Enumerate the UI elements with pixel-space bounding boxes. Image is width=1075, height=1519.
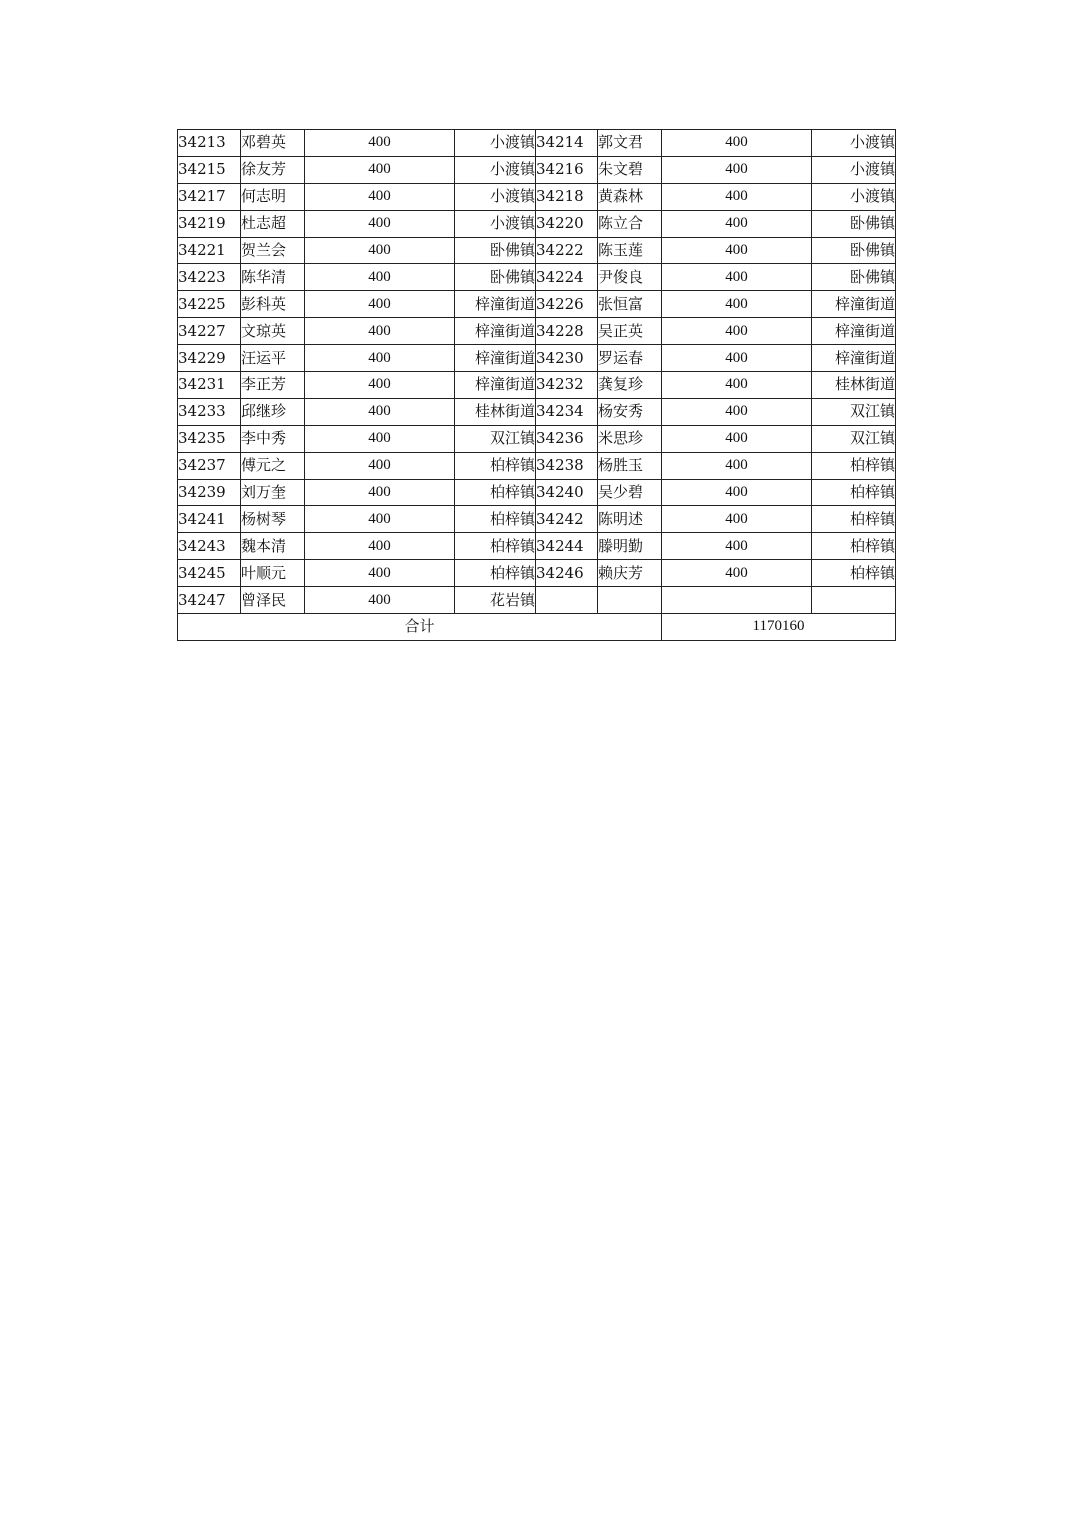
subsidy-amount: 400 — [662, 425, 812, 452]
record-id: 34220 — [536, 210, 598, 237]
record-id: 34215 — [178, 156, 241, 183]
recipient-name: 文琼英 — [241, 318, 305, 345]
record-id: 34237 — [178, 452, 241, 479]
record-id: 34225 — [178, 291, 241, 318]
table-row — [178, 533, 896, 560]
recipient-name: 陈华清 — [241, 264, 305, 291]
table-row — [178, 560, 896, 587]
table-row — [178, 425, 896, 452]
subsidy-amount: 400 — [662, 210, 812, 237]
record-id: 34244 — [536, 533, 598, 560]
recipient-name: 黄森林 — [598, 183, 662, 210]
table-row — [178, 318, 896, 345]
recipient-name: 陈立合 — [598, 210, 662, 237]
recipient-name: 杜志超 — [241, 210, 305, 237]
subsidy-amount: 400 — [305, 210, 455, 237]
record-id: 34247 — [178, 587, 241, 614]
table-row — [178, 452, 896, 479]
record-id: 34218 — [536, 183, 598, 210]
town-name: 梓潼街道 — [455, 372, 536, 399]
recipient-name: 曾泽民 — [241, 587, 305, 614]
town-name: 小渡镇 — [455, 210, 536, 237]
record-id: 34227 — [178, 318, 241, 345]
recipient-name: 尹俊良 — [598, 264, 662, 291]
town-name: 卧佛镇 — [455, 264, 536, 291]
recipient-name: 邱继珍 — [241, 398, 305, 425]
record-id: 34234 — [536, 398, 598, 425]
record-id: 34226 — [536, 291, 598, 318]
record-id: 34231 — [178, 372, 241, 399]
record-id: 34222 — [536, 237, 598, 264]
recipient-name: 杨安秀 — [598, 398, 662, 425]
town-name: 柏梓镇 — [455, 479, 536, 506]
table-row — [178, 237, 896, 264]
subsidy-amount: 400 — [305, 237, 455, 264]
record-id: 34224 — [536, 264, 598, 291]
subsidy-amount: 400 — [662, 398, 812, 425]
table-row — [178, 506, 896, 533]
record-id: 34238 — [536, 452, 598, 479]
record-id: 34228 — [536, 318, 598, 345]
recipient-name: 陈玉莲 — [598, 237, 662, 264]
subsidy-amount: 400 — [662, 156, 812, 183]
subsidy-amount: 400 — [305, 345, 455, 372]
town-name: 卧佛镇 — [812, 210, 896, 237]
recipient-name: 傅元之 — [241, 452, 305, 479]
town-name: 柏梓镇 — [812, 452, 896, 479]
recipient-name: 米思珍 — [598, 425, 662, 452]
record-id — [536, 587, 598, 614]
table-row — [178, 156, 896, 183]
recipient-name: 李正芳 — [241, 372, 305, 399]
record-id: 34242 — [536, 506, 598, 533]
subsidy-amount: 400 — [305, 506, 455, 533]
town-name: 双江镇 — [455, 425, 536, 452]
record-id: 34239 — [178, 479, 241, 506]
subsidy-amount: 400 — [662, 479, 812, 506]
town-name: 小渡镇 — [455, 130, 536, 157]
record-id: 34214 — [536, 130, 598, 157]
table-row — [178, 587, 896, 614]
subsidy-amount: 400 — [305, 264, 455, 291]
record-id: 34213 — [178, 130, 241, 157]
subsidy-amount: 400 — [662, 452, 812, 479]
town-name: 梓潼街道 — [812, 291, 896, 318]
subsidy-amount: 400 — [662, 345, 812, 372]
town-name: 柏梓镇 — [812, 533, 896, 560]
subsidy-amount: 400 — [305, 183, 455, 210]
recipient-name: 叶顺元 — [241, 560, 305, 587]
subsidy-amount: 400 — [305, 479, 455, 506]
town-name: 小渡镇 — [812, 130, 896, 157]
subsidy-amount — [662, 587, 812, 614]
recipient-name: 贺兰会 — [241, 237, 305, 264]
total-value: 1170160 — [662, 614, 896, 641]
town-name: 桂林街道 — [812, 372, 896, 399]
subsidy-amount: 400 — [305, 156, 455, 183]
recipient-name: 滕明勤 — [598, 533, 662, 560]
table-row — [178, 291, 896, 318]
table-row — [178, 264, 896, 291]
table-row — [178, 345, 896, 372]
total-row — [178, 614, 896, 641]
subsidy-amount: 400 — [305, 533, 455, 560]
town-name: 卧佛镇 — [812, 264, 896, 291]
record-id: 34217 — [178, 183, 241, 210]
town-name: 柏梓镇 — [812, 506, 896, 533]
recipient-name — [598, 587, 662, 614]
recipient-name: 邓碧英 — [241, 130, 305, 157]
record-id: 34245 — [178, 560, 241, 587]
town-name: 卧佛镇 — [455, 237, 536, 264]
recipient-name: 杨胜玉 — [598, 452, 662, 479]
recipient-name: 杨树琴 — [241, 506, 305, 533]
recipient-name: 吴少碧 — [598, 479, 662, 506]
town-name — [812, 587, 896, 614]
record-id: 34232 — [536, 372, 598, 399]
recipient-name: 郭文君 — [598, 130, 662, 157]
subsidy-amount: 400 — [305, 372, 455, 399]
town-name: 小渡镇 — [812, 183, 896, 210]
subsidy-amount: 400 — [305, 318, 455, 345]
table-row — [178, 398, 896, 425]
recipient-name: 罗运春 — [598, 345, 662, 372]
town-name: 柏梓镇 — [455, 533, 536, 560]
record-id: 34223 — [178, 264, 241, 291]
recipient-name: 刘万奎 — [241, 479, 305, 506]
subsidy-amount: 400 — [662, 560, 812, 587]
subsidy-amount: 400 — [662, 533, 812, 560]
town-name: 梓潼街道 — [812, 318, 896, 345]
subsidy-amount: 400 — [662, 506, 812, 533]
town-name: 柏梓镇 — [455, 452, 536, 479]
recipient-name: 吴正英 — [598, 318, 662, 345]
subsidy-table — [177, 129, 896, 641]
town-name: 小渡镇 — [455, 183, 536, 210]
town-name: 梓潼街道 — [455, 345, 536, 372]
subsidy-amount: 400 — [305, 291, 455, 318]
subsidy-amount: 400 — [305, 587, 455, 614]
subsidy-amount: 400 — [662, 264, 812, 291]
subsidy-amount: 400 — [305, 452, 455, 479]
table-row — [178, 210, 896, 237]
record-id: 34243 — [178, 533, 241, 560]
subsidy-amount: 400 — [662, 291, 812, 318]
record-id: 34229 — [178, 345, 241, 372]
record-id: 34221 — [178, 237, 241, 264]
town-name: 梓潼街道 — [812, 345, 896, 372]
record-id: 34241 — [178, 506, 241, 533]
record-id: 34235 — [178, 425, 241, 452]
recipient-name: 朱文碧 — [598, 156, 662, 183]
town-name: 小渡镇 — [455, 156, 536, 183]
record-id: 34233 — [178, 398, 241, 425]
table-row — [178, 130, 896, 157]
record-id: 34216 — [536, 156, 598, 183]
record-id: 34219 — [178, 210, 241, 237]
town-name: 花岩镇 — [455, 587, 536, 614]
subsidy-amount: 400 — [662, 183, 812, 210]
subsidy-amount: 400 — [305, 398, 455, 425]
subsidy-list-sheet — [177, 129, 895, 641]
subsidy-amount: 400 — [305, 560, 455, 587]
subsidy-amount: 400 — [662, 318, 812, 345]
subsidy-amount: 400 — [305, 425, 455, 452]
total-label: 合计 — [178, 614, 662, 641]
recipient-name: 何志明 — [241, 183, 305, 210]
record-id: 34246 — [536, 560, 598, 587]
town-name: 梓潼街道 — [455, 291, 536, 318]
town-name: 梓潼街道 — [455, 318, 536, 345]
table-row — [178, 479, 896, 506]
subsidy-amount: 400 — [662, 372, 812, 399]
table-row — [178, 372, 896, 399]
recipient-name: 李中秀 — [241, 425, 305, 452]
record-id: 34230 — [536, 345, 598, 372]
town-name: 卧佛镇 — [812, 237, 896, 264]
subsidy-amount: 400 — [662, 237, 812, 264]
recipient-name: 张恒富 — [598, 291, 662, 318]
recipient-name: 徐友芳 — [241, 156, 305, 183]
table-row — [178, 183, 896, 210]
town-name: 柏梓镇 — [812, 560, 896, 587]
town-name: 双江镇 — [812, 425, 896, 452]
town-name: 小渡镇 — [812, 156, 896, 183]
recipient-name: 彭科英 — [241, 291, 305, 318]
subsidy-amount: 400 — [662, 130, 812, 157]
town-name: 柏梓镇 — [455, 560, 536, 587]
town-name: 双江镇 — [812, 398, 896, 425]
town-name: 桂林街道 — [455, 398, 536, 425]
table-body — [178, 130, 896, 614]
record-id: 34236 — [536, 425, 598, 452]
recipient-name: 汪运平 — [241, 345, 305, 372]
recipient-name: 陈明述 — [598, 506, 662, 533]
recipient-name: 魏本清 — [241, 533, 305, 560]
town-name: 柏梓镇 — [812, 479, 896, 506]
record-id: 34240 — [536, 479, 598, 506]
recipient-name: 赖庆芳 — [598, 560, 662, 587]
recipient-name: 龚复珍 — [598, 372, 662, 399]
town-name: 柏梓镇 — [455, 506, 536, 533]
subsidy-amount: 400 — [305, 130, 455, 157]
